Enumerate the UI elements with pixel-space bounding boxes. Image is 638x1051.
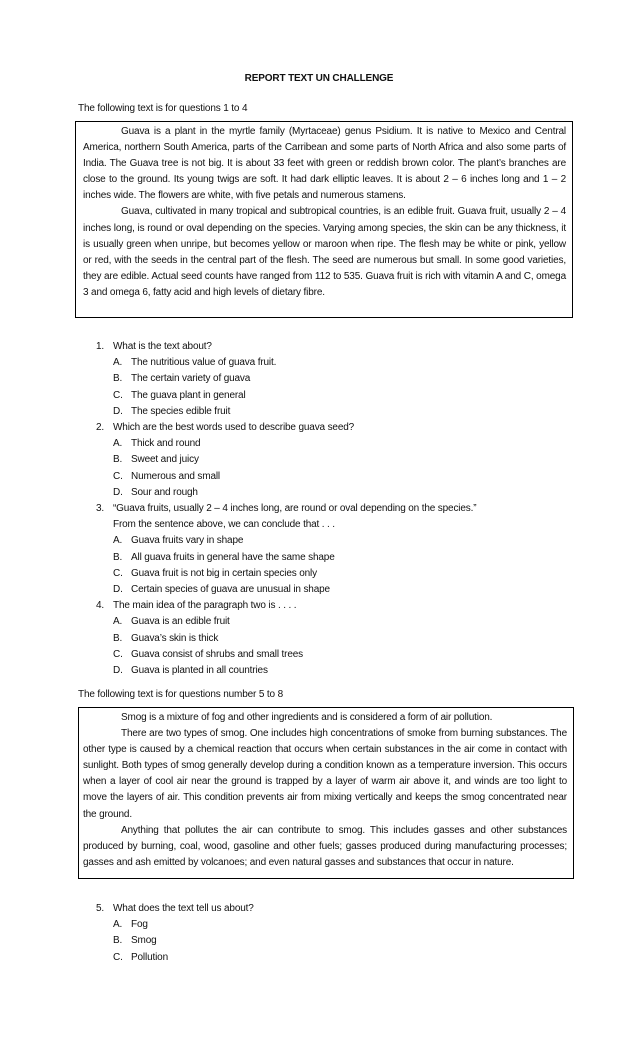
option-letter: A. — [113, 535, 123, 547]
option-text: The guava plant in general — [131, 389, 246, 401]
question-text: Which are the best words used to describe guava seed? — [113, 422, 355, 434]
option-letter: B. — [113, 935, 123, 947]
option-2b — [96, 452, 576, 468]
question-text — [113, 501, 576, 533]
option-text: Thick and round — [131, 438, 201, 450]
option-text: Guava is planted in all countries — [131, 665, 268, 677]
question-number: 2. — [96, 422, 105, 434]
option-text: Numerous and small — [131, 470, 221, 482]
option-text: Guava’s skin is thick — [131, 632, 219, 644]
question-5-list — [96, 901, 576, 966]
question-1 — [96, 339, 576, 355]
option-letter: B. — [113, 454, 123, 466]
option-1b — [96, 371, 576, 387]
option-letter: D. — [113, 486, 123, 498]
option-5c — [96, 950, 576, 966]
option-text: The nutritious value of guava fruit. — [131, 357, 277, 369]
option-text: Certain species of guava are unusual in shape — [131, 584, 330, 596]
guava-paragraph-2: Guava, cultivated in many tropical and subtropical countries, is an edible fruit. Guava fruit, usually 2 – 4 inches long, is round or oval depending on the species. Varying among species, the skin can be any thickness, it is usually green when unripe, but becomes yellow or maroon when ripe. The flesh may be white or pink, yellow or red, with the seeds in the central part of the flesh. The seed are numerous but small. In some good varieties, they are edible. Actual seed counts have ranged from 112 to 535. Guava fruit is rich with vitamin A and C, omega 3 and omega 6, fatty acid and high levels of dietary fibre. — [83, 206, 566, 298]
smog-paragraph-2: There are two types of smog. One includes high concentrations of smoke from burning substances. The other type is caused by a chemical reaction that occurs when certain substances in the air come in contact with sunlight. Both types of smog generally develop during a condition known as a temperature inversion. This occurs when a layer of cool air near the ground is trapped by a layer of warm air above it, and winds are too light to move the layers of air. This condition prevents air from mixing vertically and keeps the smog concentrated near the ground. — [83, 728, 567, 820]
question-5 — [96, 901, 576, 917]
option-5b — [96, 933, 576, 949]
smog-text-box — [78, 707, 574, 879]
option-text: Guava fruit is not big in certain species only — [131, 567, 317, 579]
question-number: 1. — [96, 341, 105, 352]
option-3d — [96, 582, 576, 598]
option-5a — [96, 917, 576, 933]
option-text: Guava is an edible fruit — [131, 616, 230, 628]
guava-text-box — [75, 121, 573, 318]
option-2d — [96, 485, 576, 501]
question-text: The main idea of the paragraph two is . . . . — [113, 600, 297, 612]
option-letter: C. — [113, 951, 123, 963]
section1-intro: The following text is for questions 1 to 4 — [78, 103, 248, 114]
guava-paragraph-1: Guava is a plant in the myrtle family (Myrtaceae) genus Psidium. It is native to Mexico and Central America, northern South America, parts of the Carribean and some parts of North Africa and also some parts of India. The Guava tree is not big. It is about 33 feet with green or reddish brown color. The plant’s branches are close to the ground. Its young twigs are soft. It had dark elliptic leaves. It is about 2 – 6 inches long and 1 – 2 inches wide. The flowers are white, with five petals and numerous stamens. — [83, 126, 566, 202]
question-number: 5. — [96, 903, 105, 914]
option-3b — [96, 550, 576, 566]
question-quote: “Guava fruits, usually 2 – 4 inches long, are round or oval depending on the species.” — [113, 503, 477, 515]
option-4b — [96, 631, 576, 647]
option-3a — [96, 533, 576, 549]
option-letter: A. — [113, 616, 123, 628]
option-letter: D. — [113, 665, 123, 677]
option-text: The certain variety of guava — [131, 373, 251, 385]
question-text: What does the text tell us about? — [113, 903, 254, 914]
option-letter: A. — [113, 438, 123, 450]
option-letter: B. — [113, 551, 123, 563]
question-4 — [96, 598, 576, 614]
option-letter: A. — [113, 919, 123, 931]
option-1c — [96, 388, 576, 404]
option-text: Fog — [131, 919, 148, 931]
question-2 — [96, 420, 576, 436]
option-1d — [96, 404, 576, 420]
option-4d — [96, 663, 576, 679]
option-text: The species edible fruit — [131, 405, 231, 417]
section2-intro: The following text is for questions number 5 to 8 — [78, 689, 283, 700]
option-letter: D. — [113, 584, 123, 596]
questions-1-4 — [96, 339, 576, 679]
option-1a — [96, 355, 576, 371]
option-text: Guava fruits vary in shape — [131, 535, 244, 547]
option-letter: B. — [113, 632, 123, 644]
option-4a — [96, 614, 576, 630]
option-text: Sweet and juicy — [131, 454, 199, 466]
option-3c — [96, 566, 576, 582]
question-number: 3. — [96, 503, 105, 515]
option-2a — [96, 436, 576, 452]
option-letter: C. — [113, 470, 123, 482]
question-3 — [96, 501, 576, 533]
option-letter: A. — [113, 357, 123, 369]
question-prompt: From the sentence above, we can conclude that . . . — [113, 519, 335, 531]
question-number: 4. — [96, 600, 105, 612]
option-letter: C. — [113, 567, 123, 579]
option-text: All guava fruits in general have the same shape — [131, 551, 335, 563]
option-letter: C. — [113, 389, 123, 401]
page-title: REPORT TEXT UN CHALLENGE — [244, 73, 394, 84]
option-text: Guava consist of shrubs and small trees — [131, 648, 304, 660]
option-text: Pollution — [131, 951, 169, 963]
option-4c — [96, 647, 576, 663]
option-letter: C. — [113, 648, 123, 660]
option-text: Sour and rough — [131, 486, 198, 498]
option-2c — [96, 469, 576, 485]
smog-paragraph-3: Anything that pollutes the air can contribute to smog. This includes gasses and other substances produced by burning, coal, wood, gasoline and other fuels; gasses produced during manufacturing processes; gasses and ash emitted by volcanoes; and even natural gasses and substances that occur in nature. — [83, 824, 567, 868]
option-letter: D. — [113, 405, 123, 417]
question-text: What is the text about? — [113, 341, 212, 352]
option-text: Smog — [131, 935, 157, 947]
smog-paragraph-1: Smog is a mixture of fog and other ingredients and is considered a form of air pollution. — [121, 712, 493, 723]
option-letter: B. — [113, 373, 123, 385]
